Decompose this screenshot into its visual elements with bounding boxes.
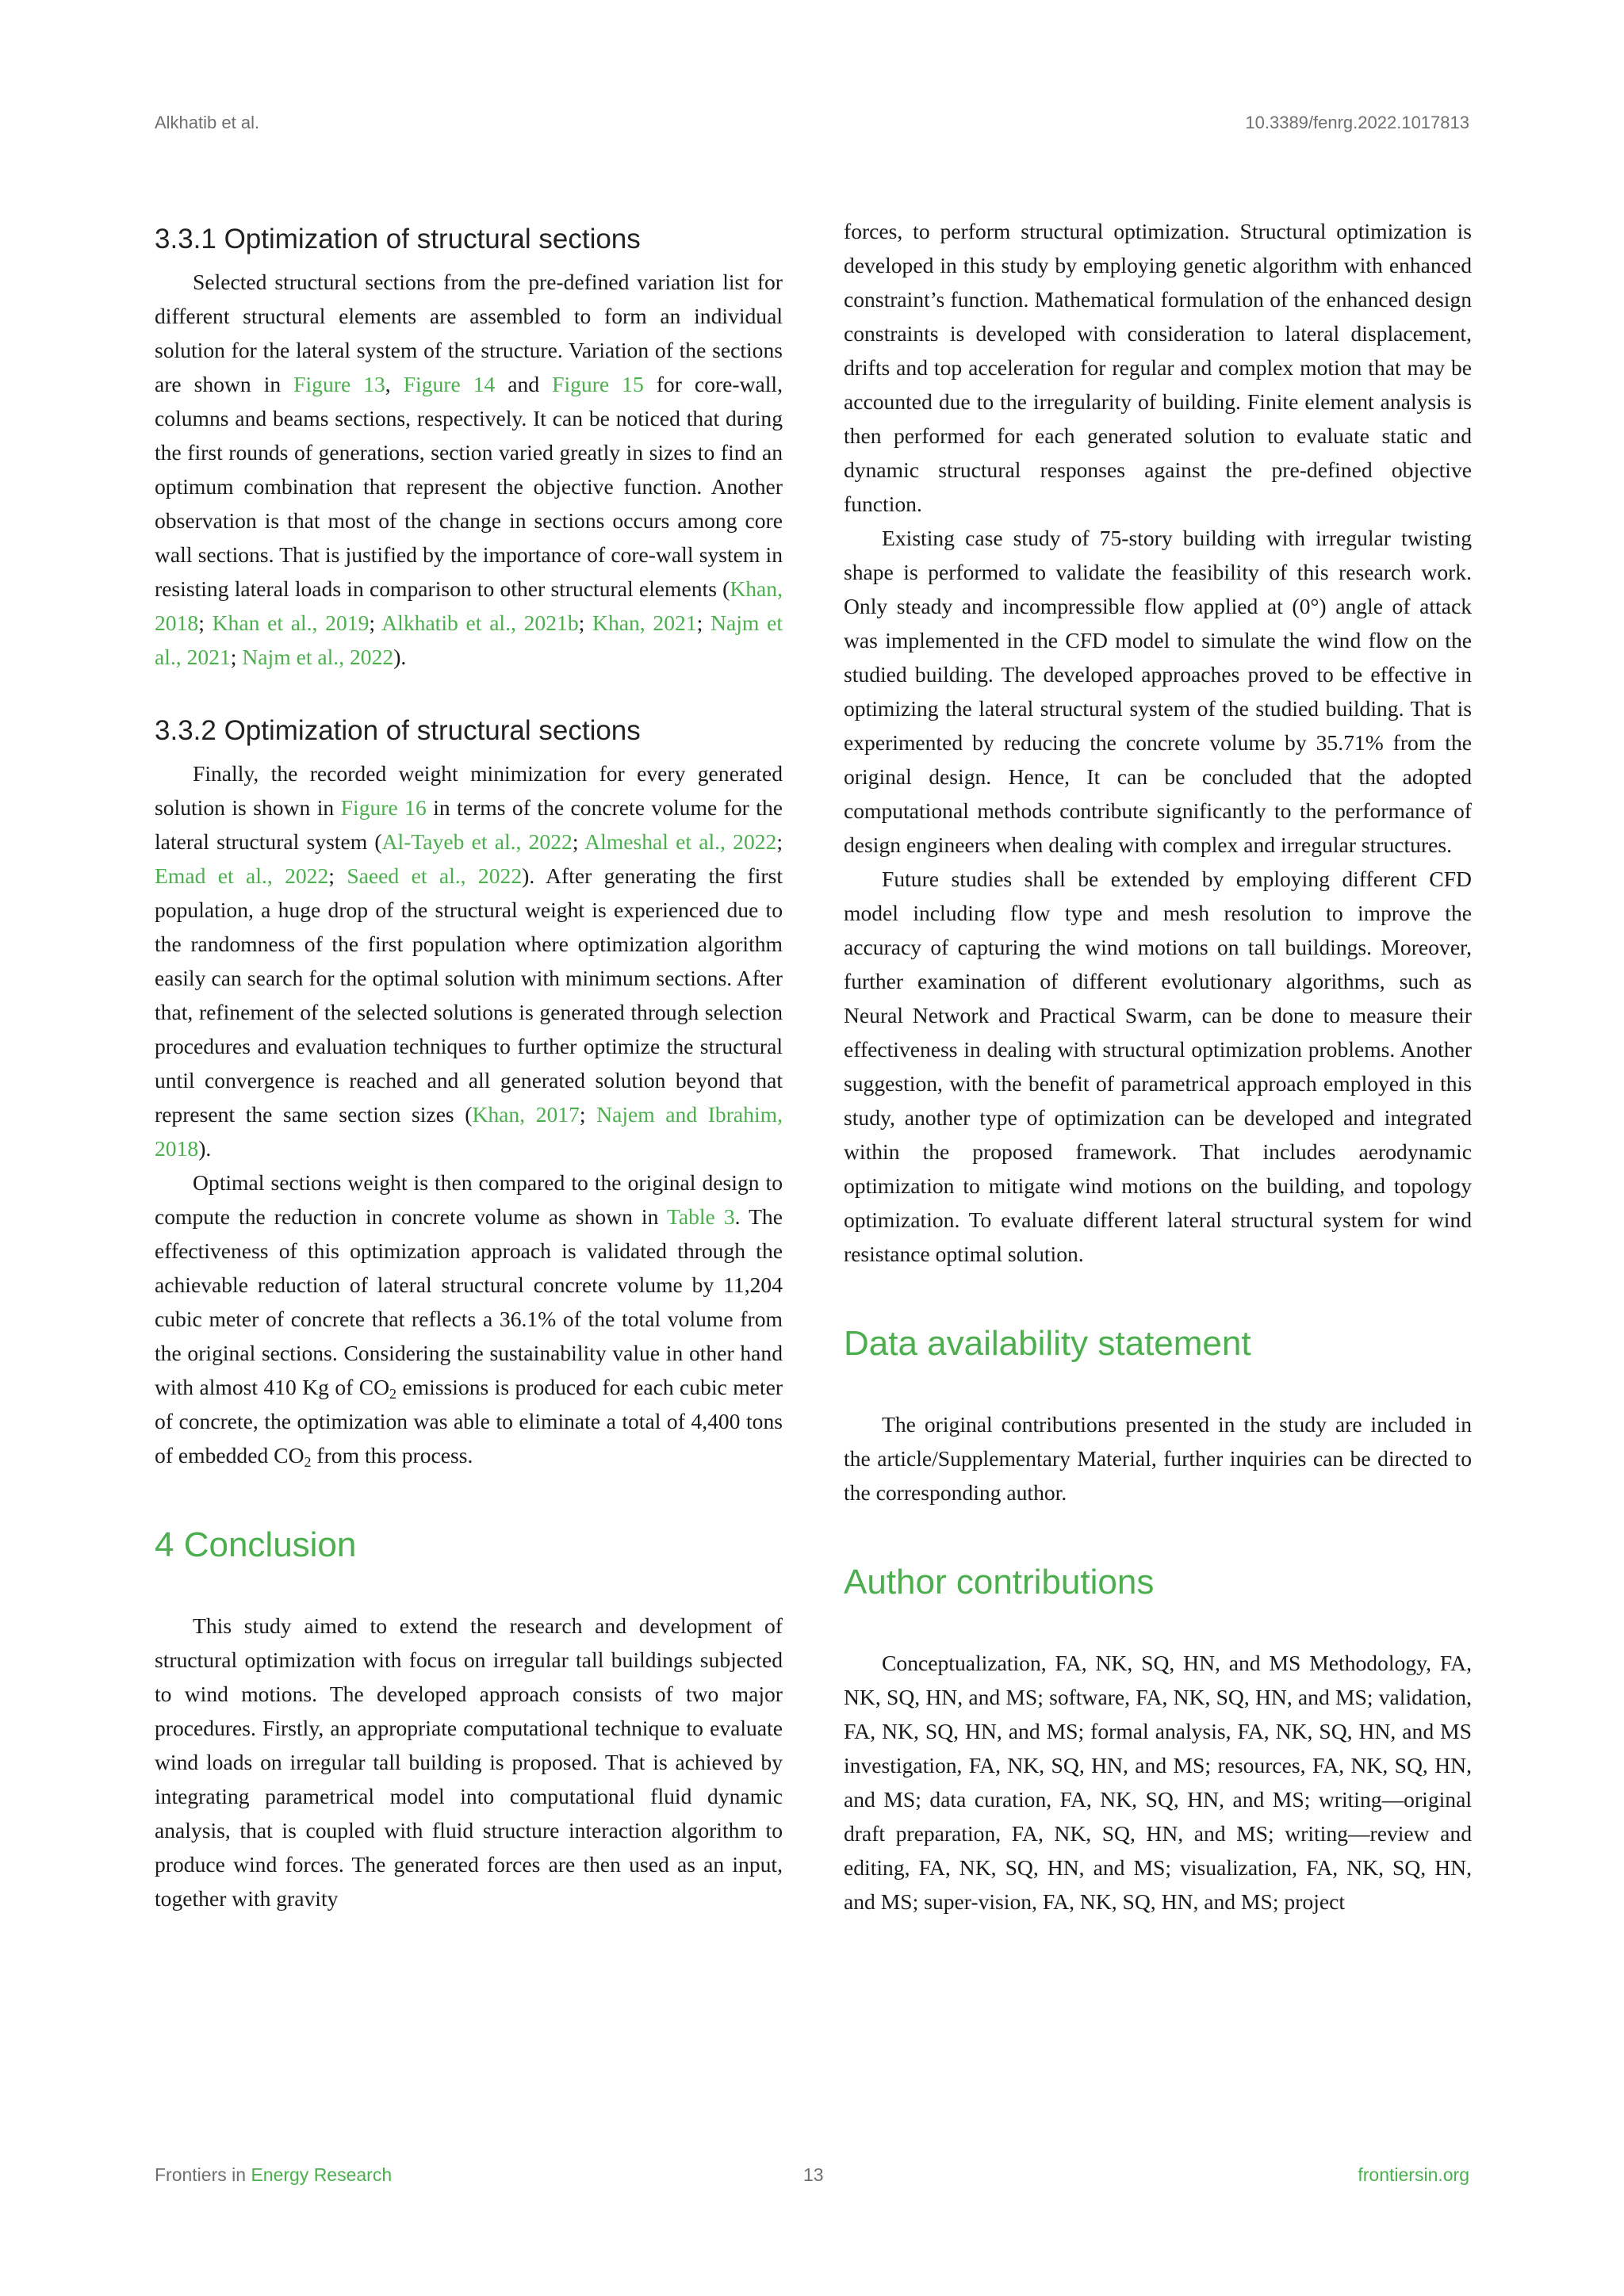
- citation-link[interactable]: Najm et al., 2021: [155, 610, 783, 669]
- author-contributions-paragraph: Conceptualization, FA, NK, SQ, HN, and MS Methodology, FA, NK, SQ, HN, and MS; software, FA, NK, SQ, HN, and MS; validation, FA, NK, SQ, HN, and MS; formal analysis, FA, NK, SQ, HN, and MS investigation, FA, NK, SQ, HN, and MS; resources, FA, NK, SQ, HN, and MS; data curation, FA, NK, SQ, HN, and MS; writing—original draft preparation, FA, NK, SQ, HN, and MS; writing—review and editing, FA, NK, SQ, HN, and MS; visualization, FA, NK, SQ, HN, and MS; super-vision, FA, NK, SQ, HN, and MS; project: [844, 1651, 1472, 1914]
- citation-link[interactable]: Alkhatib et al., 2021b: [381, 610, 579, 635]
- conclusion-title: 4 Conclusion: [155, 1525, 357, 1564]
- page-number: 13: [803, 2164, 824, 2185]
- citation-link[interactable]: Al-Tayeb et al., 2022: [381, 829, 573, 854]
- figure-16-link[interactable]: Figure 16: [340, 795, 427, 820]
- citation-link[interactable]: Emad et al., 2022: [155, 863, 329, 888]
- section-3-3-2-title: 3.3.2 Optimization of structural sections: [155, 715, 641, 746]
- table-3-link[interactable]: Table 3: [666, 1204, 735, 1229]
- footer-site-link[interactable]: frontiersin.org: [1358, 2164, 1469, 2185]
- citation-link[interactable]: Khan, 2017: [472, 1102, 580, 1127]
- author-contributions-title: Author contributions: [844, 1563, 1155, 1601]
- conclusion-paragraph-2: Existing case study of 75-story building with irregular twisting shape is performed to validate the feasibility of this research work. Only steady and incompressible flow applied at (0°) angle of attack was implemented in the CFD model to simulate the wind flow on the studied building. The developed approaches proved to be effective in optimizing the lateral structural system of the studied building. That is experimented by reducing the concrete volume by 35.71% from the original design. Hence, It can be concluded that the adopted computational methods contribute significantly to the performance of design engineers when dealing with complex and irregular structures.: [844, 526, 1472, 857]
- citation-link[interactable]: Almeshal et al., 2022: [584, 829, 777, 854]
- left-column: [155, 214, 783, 1915]
- citation-link[interactable]: Khan, 2021: [592, 610, 697, 635]
- footer-journal: Frontiers in Energy Research: [155, 2164, 393, 2185]
- citation-link[interactable]: Najm et al., 2022: [242, 645, 394, 669]
- running-header-authors: Alkhatib et al.: [155, 113, 260, 132]
- section-3-3-1-title: 3.3.1 Optimization of structural sections: [155, 224, 641, 254]
- citation-link[interactable]: Saeed et al., 2022: [347, 863, 523, 888]
- section-3-3-2-paragraph-1: Finally, the recorded weight minimization for every generated solution is shown in Figure 16 in terms of the concrete volume for the lateral structural system (Al-Tayeb et al., 2022; Almeshal et al., 2022; Emad et al., 2022; Saeed et al., 2022). After generating the first population, a huge drop of the structural weight is experienced due to the randomness of the first population where optimization algorithm easily can search for the optimal solution with minimum sections. After that, refinement of the selected solutions is generated through selection procedures and evaluation techniques to further optimize the structural until convergence is reached and all generated solution beyond that represent the same section sizes (Khan, 2017; Najem and Ibrahim, 2018).: [155, 761, 783, 1161]
- data-availability-title: Data availability statement: [844, 1324, 1251, 1363]
- data-availability-paragraph: The original contributions presented in the study are included in the article/Supplementary Material, further inquiries can be directed to the corresponding author.: [844, 1412, 1472, 1505]
- figure-14-link[interactable]: Figure 14: [403, 372, 496, 396]
- citation-link[interactable]: Khan et al., 2019: [212, 610, 370, 635]
- section-3-3-1-paragraph: Selected structural sections from the pre-defined variation list for different structural elements are assembled to form an individual solution for the lateral system of the structure. Variation of the sections are shown in Figure 13, Figure 14 and Figure 15 for core-wall, columns and beams sections, respectively. It can be noticed that during the first rounds of generations, section varied greatly in sizes to find an optimum combination that represent the objective function. Another observation is that most of the change in sections occurs among core wall sections. That is justified by the importance of core-wall system in resisting lateral loads in comparison to other structural elements (Khan, 2018; Khan et al., 2019; Alkhatib et al., 2021b; Khan, 2021; Najm et al., 2021; Najm et al., 2022).: [155, 270, 783, 669]
- conclusion-paragraph-3: Future studies shall be extended by employing different CFD model including flow type and mesh resolution to improve the accuracy of capturing the wind motions on tall buildings. Moreover, further examination of different evolutionary algorithms, such as Neural Network and Practical Swarm, can be done to measure their effectiveness in dealing with structural optimization problems. Another suggestion, with the benefit of parametrical approach employed in this study, another type of optimization can be developed and integrated within the proposed framework. That includes aerodynamic optimization to mitigate wind motions on the building, and topology optimization. To evaluate different lateral structural system for wind resistance optimal solution.: [844, 867, 1472, 1266]
- figure-15-link[interactable]: Figure 15: [552, 372, 644, 396]
- citation-link[interactable]: Najem and Ibrahim, 2018: [155, 1102, 783, 1161]
- footer-journal-name[interactable]: Energy Research: [251, 2164, 393, 2185]
- conclusion-paragraph-1-cont: forces, to perform structural optimization. Structural optimization is developed in this study by employing genetic algorithm with enhanced constraint’s function. Mathematical formulation of the enhanced design constraints is developed with consideration to lateral displacement, drifts and top acceleration for regular and complex motion that may be accounted due to the irregularity of building. Finite element analysis is then performed for each generated solution to evaluate static and dynamic structural responses against the pre-defined objective function.: [844, 219, 1472, 516]
- running-header-doi: 10.3389/fenrg.2022.1017813: [1245, 113, 1469, 132]
- section-3-3-2-paragraph-2: Optimal sections weight is then compared to the original design to compute the reduction in concrete volume as shown in Table 3. The effectiveness of this optimization approach is validated through the achievable reduction of lateral structural concrete volume by 11,204 cubic meter of concrete that reflects a 36.1% of the total volume from the original sections. Considering the sustainability value in other hand with almost 410 Kg of $CO_2$ emissions is produced for each cubic meter of concrete, the optimization was able to eliminate a total of 4,400 tons of embedded $CO_2$ from this process.: [155, 1170, 783, 1470]
- citation-link[interactable]: Khan, 2018: [155, 576, 783, 635]
- conclusion-paragraph-1: This study aimed to extend the research and development of structural optimization with focus on irregular tall buildings subjected to wind motions. The developed approach consists of two major procedures. Firstly, an appropriate computational technique to evaluate wind loads on irregular tall building is proposed. That is achieved by integrating parametrical model into computational fluid dynamic analysis, that is coupled with fluid structure interaction algorithm to produce wind forces. The generated forces are then used as an input, together with gravity: [155, 1613, 783, 1911]
- figure-13-link[interactable]: Figure 13: [293, 372, 385, 396]
- right-column: [844, 214, 1472, 1919]
